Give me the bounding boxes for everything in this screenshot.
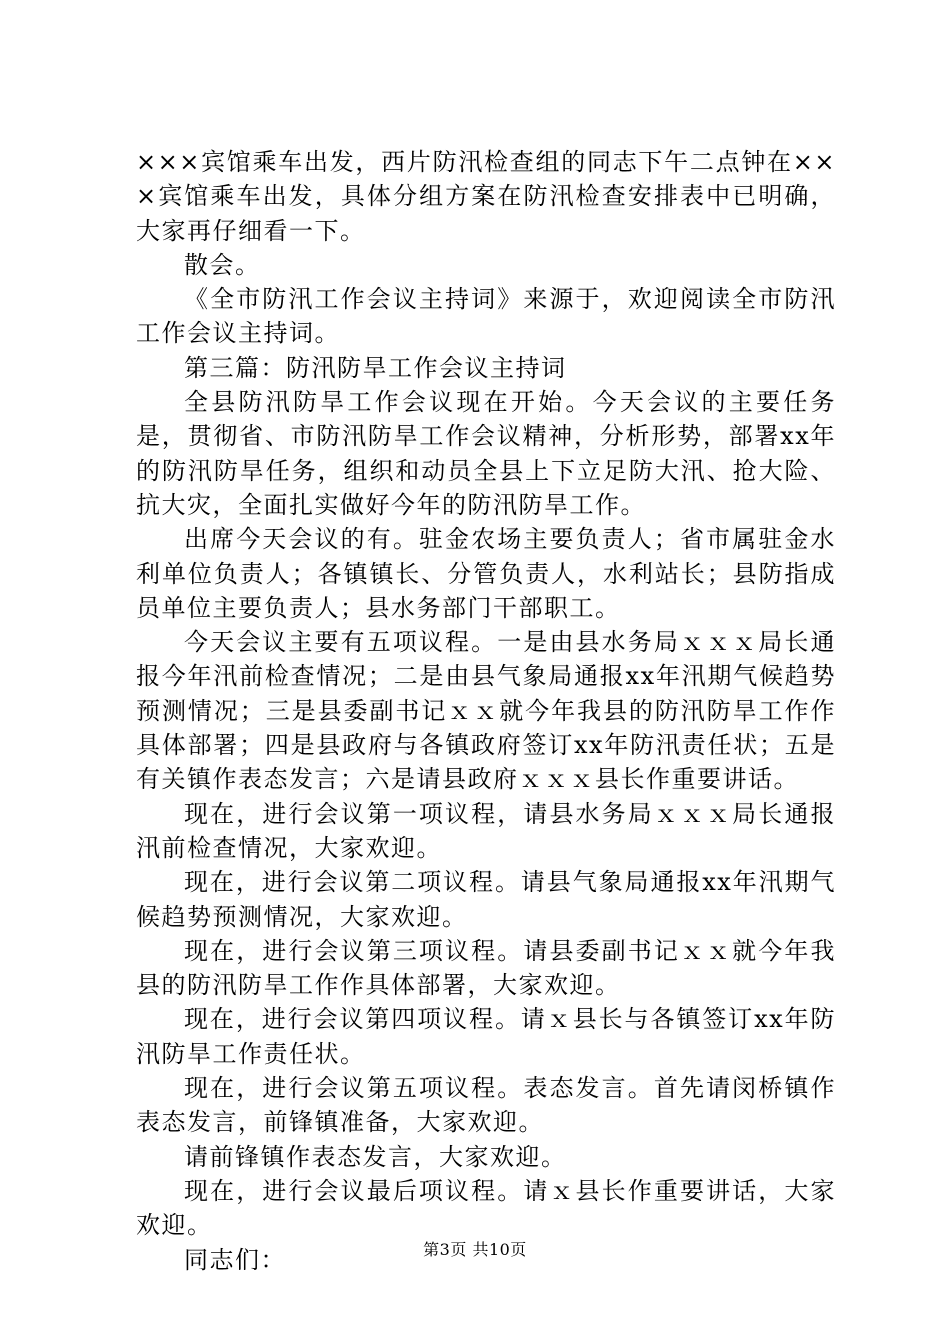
paragraph: 散会。 — [184, 250, 261, 279]
paragraph: 出席今天会议的有。驻金农场主要负责人；省市属驻金水利单位负责人；各镇镇长、分管负责人，水利站长；县防指成员单位主要负责人；县水务部门干部职工。 — [136, 525, 836, 622]
paragraph: 现在，进行会议第三项议程。请县委副书记ｘｘ就今年我县的防汛防旱工作作具体部署，大家欢迎。 — [136, 936, 836, 1000]
paragraph: 今天会议主要有五项议程。一是由县水务局ｘｘｘ局长通报今年汛前检查情况；二是由县气象局通报xx年汛期气候趋势预测情况；三是县委副书记ｘｘ就今年我县的防汛防旱工作作具体部署；四是县政府与各镇政府签订xx年防汛责任状；五是有关镇作表态发言；六是请县政府ｘｘｘ县长作重要讲话。 — [136, 628, 836, 794]
paragraph: 现在，进行会议第二项议程。请县气象局通报xx年汛期气候趋势预测情况，大家欢迎。 — [136, 868, 836, 931]
paragraph: 现在，进行会议第一项议程，请县水务局ｘｘｘ局长通报汛前检查情况，大家欢迎。 — [136, 799, 836, 862]
paragraph: 同志们： — [184, 1245, 286, 1274]
paragraph: 第三篇：防汛防旱工作会议主持词 — [184, 353, 567, 382]
document-body — [136, 145, 836, 1277]
paragraph: 现在，进行会议第四项议程。请ｘ县长与各镇签订xx年防汛防旱工作责任状。 — [136, 1005, 836, 1068]
paragraph: 请前锋镇作表态发言，大家欢迎。 — [184, 1142, 567, 1171]
paragraph: ×××宾馆乘车出发，西片防汛检查组的同志下午二点钟在×××宾馆乘车出发，具体分组方案在防汛检查安排表中已明确，大家再仔细看一下。 — [136, 148, 836, 245]
paragraph: 《全市防汛工作会议主持词》来源于，欢迎阅读全市防汛工作会议主持词。 — [136, 285, 836, 348]
paragraph: 现在，进行会议最后项议程。请ｘ县长作重要讲话，大家欢迎。 — [136, 1176, 836, 1240]
page-footer: 第3页 共10页 — [423, 1240, 527, 1259]
paragraph: 现在，进行会议第五项议程。表态发言。首先请闵桥镇作表态发言，前锋镇准备，大家欢迎。 — [136, 1074, 836, 1137]
paragraph: 全县防汛防旱工作会议现在开始。今天会议的主要任务是，贯彻省、市防汛防旱工作会议精神，分析形势，部署xx年的防汛防旱任务，组织和动员全县上下立足防大汛、抢大险、抗大灾，全面扎实做好今年的防汛防旱工作。 — [136, 388, 836, 519]
